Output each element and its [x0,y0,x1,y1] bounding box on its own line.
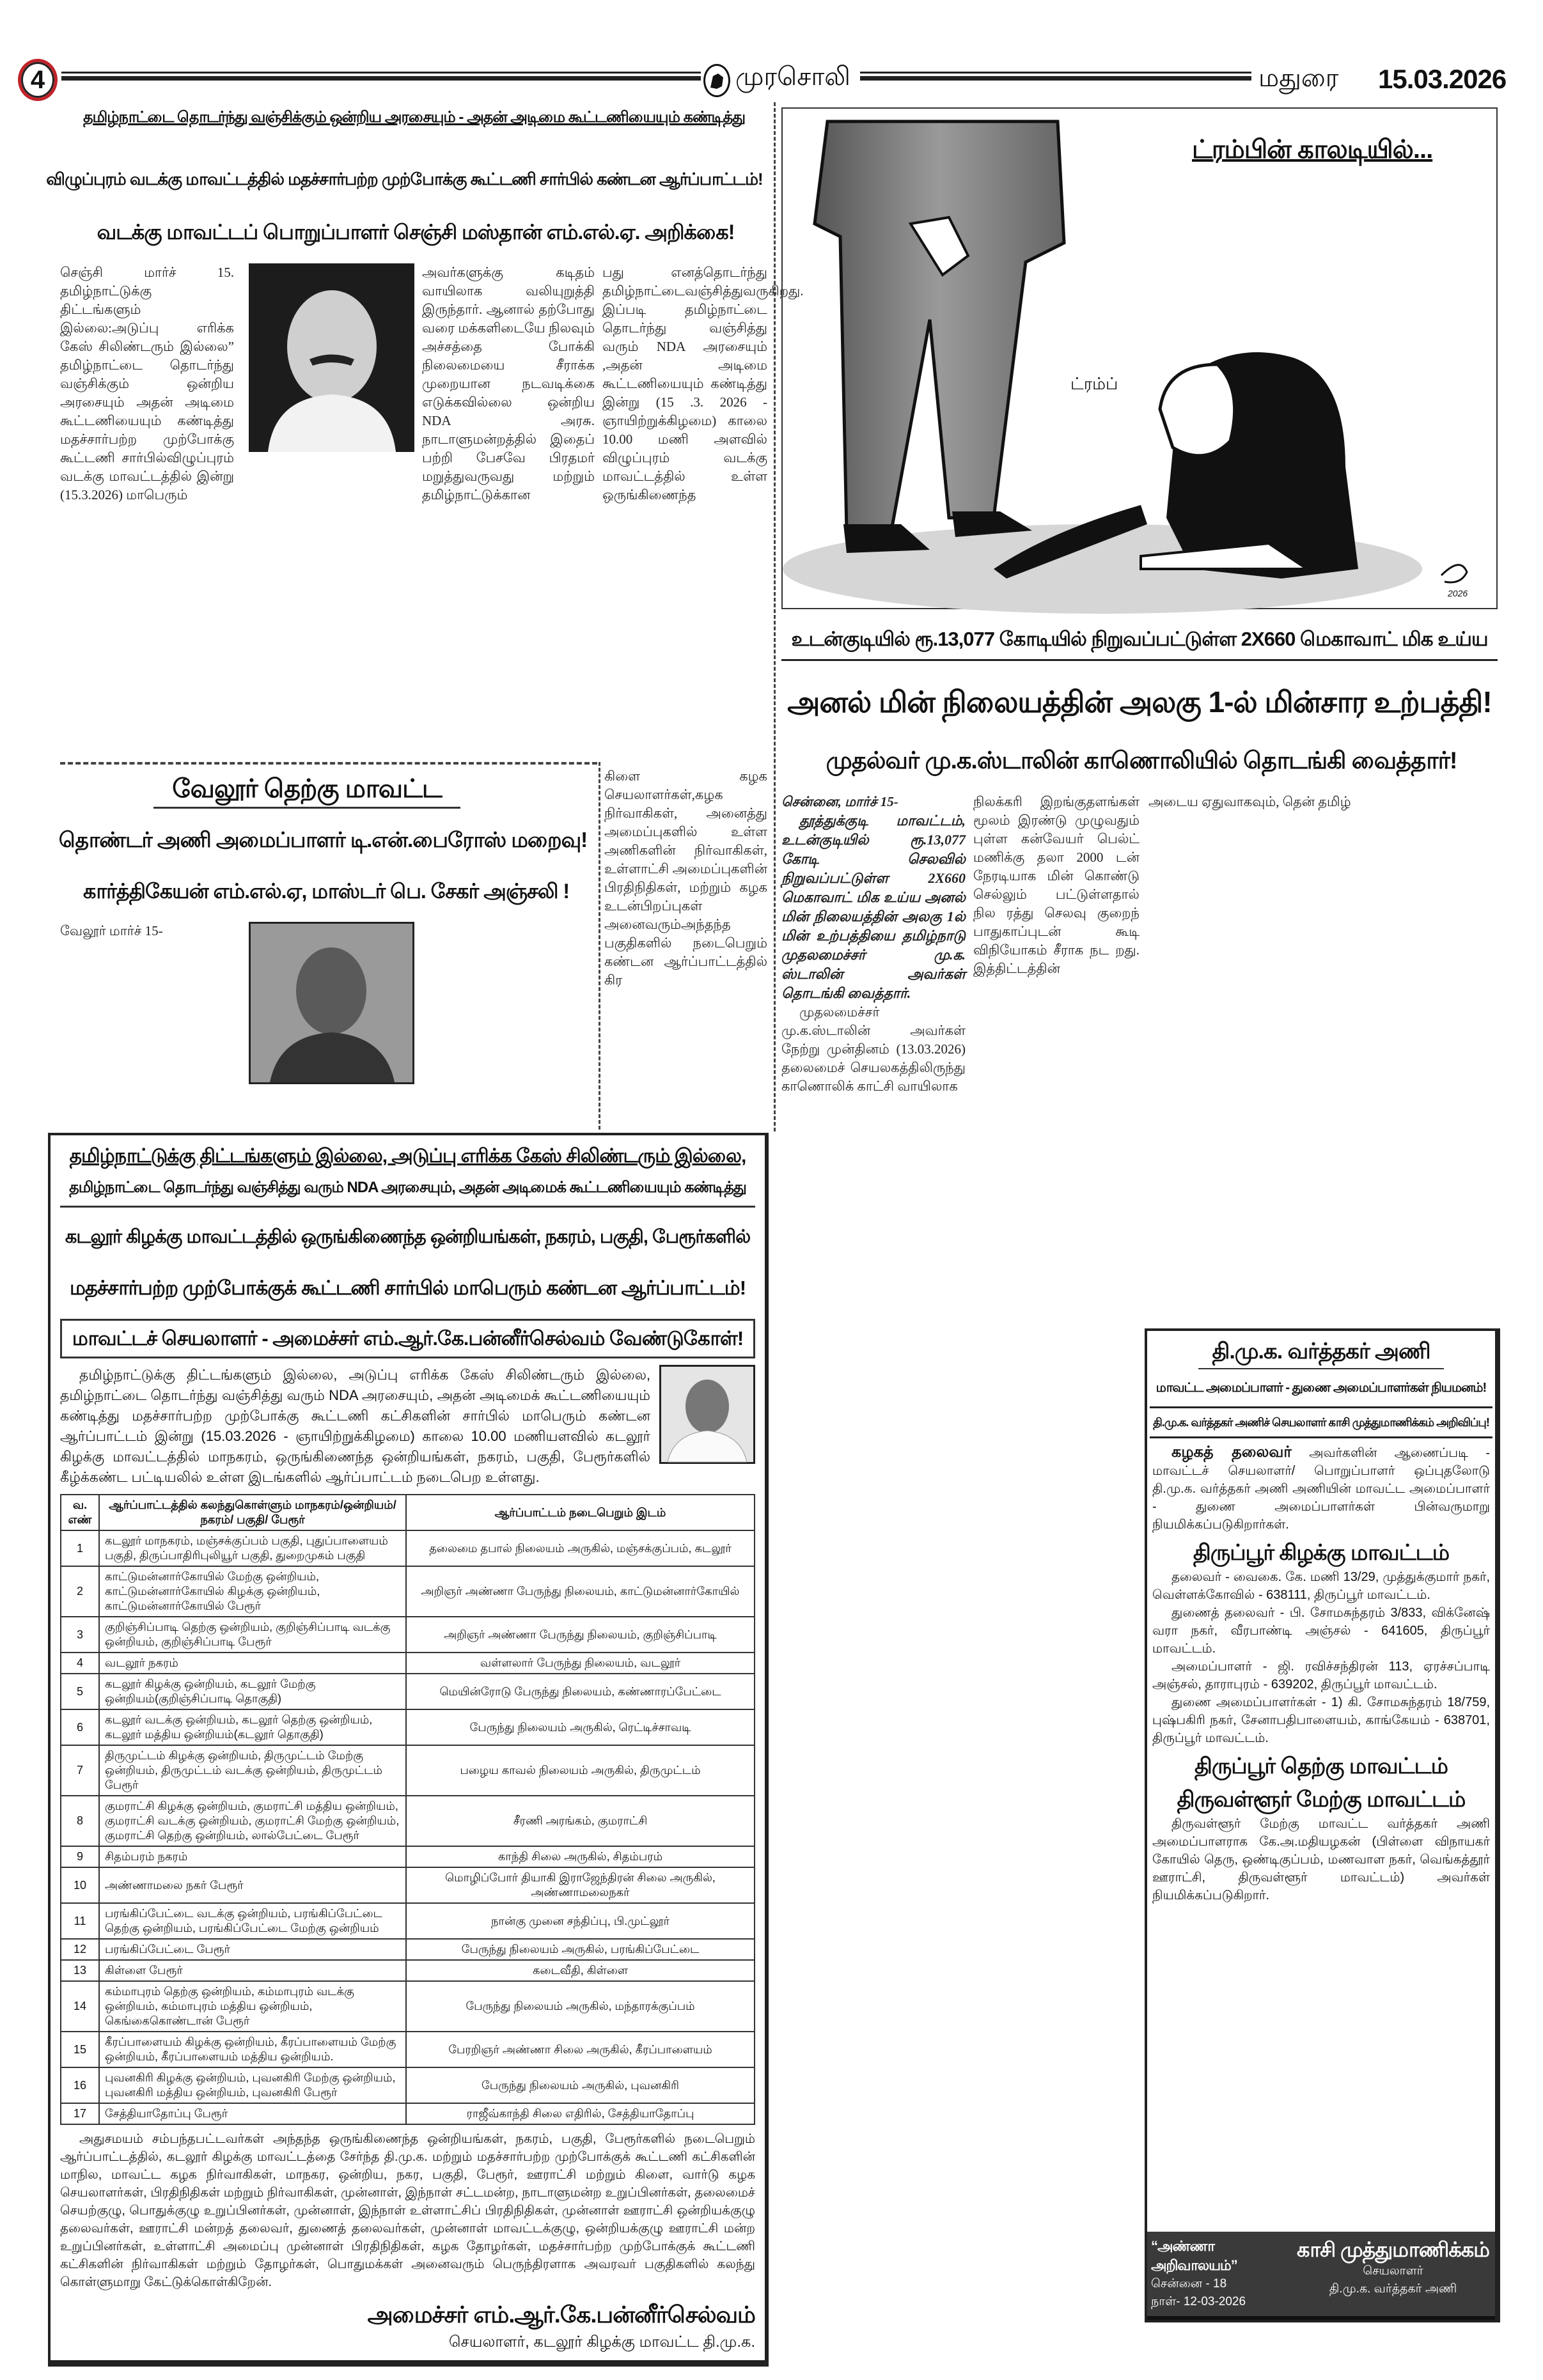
district-heading: திருப்பூர் கிழக்கு மாவட்டம் [1193,1541,1450,1565]
row-area: கடலூர் கிழக்கு ஒன்றியம், கடலூர் மேற்கு ஒன்றியம்(குறிஞ்சிப்பாடி தொகுதி) [99,1674,406,1709]
obituary-headline: தொண்டர் அணி அமைப்பாளர் டி.என்.பைரோஸ் மறைவு! [58,828,588,852]
col-header-serial: வ. எண் [61,1495,99,1530]
header-rule-left [61,72,701,81]
col-header-venue: ஆர்ப்பாட்டம் நடைபெறும் இடம் [406,1495,755,1530]
page-number-badge [18,59,58,101]
row-area: கடலூர் மாநகரம், மஞ்சக்குப்பம் பகுதி, புதுப்பாளையம் பகுதி, திருப்பாதிரிபுலியூர் பகுதி, துறைமுகம் பகுதி [99,1530,406,1566]
footer-org: தி.மு.க. வர்த்தகர் அணி [1329,2282,1457,2296]
row-area: அண்ணாமலை நகர் பேரூர் [99,1867,406,1903]
footer-role: செயலாளர் [1363,2264,1423,2278]
table-row [61,1867,755,1903]
row-venue: ராஜீவ்காந்தி சிலை எதிரில், சேத்தியாதோப்பு [406,2103,755,2124]
row-serial: 9 [61,1846,99,1867]
row-area: சேத்தியாதோப்பு பேரூர் [99,2103,406,2124]
row-venue: பேருந்து நிலையம் அருகில், ரெட்டிச்சாவடி [406,1709,755,1745]
ad-request-banner: மாவட்டச் செயலாளர் - அமைச்சர் எம்.ஆர்.கே.பன்னீர்செல்வம் வேண்டுகோள்! [60,1319,755,1358]
district-entry: திருவள்ளூர் மேற்கு மாவட்ட வர்த்தகர் அணி அமைப்பாளராக கே.அ.மதியழகன் (பிள்ளை விநாயகர் கோயில் தெரு, ஒண்டிகுப்பம், மணவாள நகர், வெங்கத்தூர் ஊராட்சி, திருவள்ளூர் மாவட்டம்) அவர்கள் நியமிக்கப்படுகிறார். [1152,1817,1490,1902]
row-venue: மொழிப்போர் தியாகி இராஜேந்திரன் சிலை அருகில், அண்ணாமலைநகர் [406,1867,755,1903]
notice-headline: மாவட்ட அமைப்பாளர் - துணை அமைப்பாளர்கள் நியமனம்! [1150,1373,1492,1408]
district-entry: அமைப்பாளர் - ஜி. ரவிச்சந்திரன் 113, ஏரச்சப்பாடி அஞ்சல், தாராபுரம் - 639202, திருப்பூர் மாவட்டம். [1152,1660,1490,1692]
col-header-area: ஆர்ப்பாட்டத்தில் கலந்துகொள்ளும் மாநகரம்/ஒன்றியம்/ நகரம்/ பகுதி/ பேரூர் [99,1495,406,1530]
row-venue: வள்ளலார் பேருந்து நிலையம், வடலூர் [406,1653,755,1674]
row-area: குமராட்சி கிழக்கு ஒன்றியம், குமராட்சி மத்திய ஒன்றியம், குமராட்சி வடக்கு ஒன்றியம், குமராட்சி மேற்கு ஒன்றியம், குமராட்சி தெற்கு ஒன்றியம், லால்பேட்டை பேரூர் [99,1796,406,1846]
row-venue: அறிஞர் அண்ணா பேருந்து நிலையம், குறிஞ்சிப்பாடி [406,1617,755,1653]
paper-name: முரசொலி [735,63,850,91]
ad-headline: கடலூர் கிழக்கு மாவட்டத்தில் ஒருங்கிணைந்த ஒன்றியங்கள், நகரம், பகுதி, பேரூர்களில் [65,1227,751,1247]
district-entry: துணை அமைப்பாளர்கள் - 1) கி. சோமசுந்தரம் 18/759, புஷ்பகிரி நகர், சேனாபதிபாளையம், காங்கேயம் - 638701, திருப்பூர் மாவட்டம். [1152,1695,1490,1745]
row-area: திருமுட்டம் கிழக்கு ஒன்றியம், திருமுட்டம் மேற்கு ஒன்றியம், திருமுட்டம் வடக்கு ஒன்றியம், திருமுட்டம் பேரூர் [99,1745,406,1796]
row-serial: 10 [61,1867,99,1903]
portrait-photo [249,263,414,452]
table-row [61,1674,755,1709]
obituary-dateline: வேலூர் மார்ச் 15- [60,923,163,938]
row-area: கடலூர் வடக்கு ஒன்றியம், கடலூர் தெற்கு ஒன்றியம், கடலூர் மத்திய ஒன்றியம்(கடலூர் தொகுதி) [99,1709,406,1745]
district-entry: தலைவர் - வைகை. கே. மணி 13/29, முத்துக்குமார் நகர், வெள்ளக்கோவில் - 638111, திருப்பூர் மாவட்டம். [1152,1570,1490,1602]
article-column: பது எனத்தொடர்ந்து தமிழ்நாட்டைவஞ்சித்துவருகிறது. இப்படி தமிழ்நாட்டை தொடர்ந்து வஞ்சித்து வரும் NDA அரசையும் ,அதன் அடிமை கூட்டணியையும் கண்டித்து இன்று (15 .3. 2026 - ஞாயிற்றுக்கிழமை) காலை 10.00 மணி அளவில் விழுப்புரம் வடக்கு மாவட்டத்தில் உள்ள ஒருங்கிணைந்த [602,265,804,502]
page-column-divider [774,102,776,1132]
ad-headline: மதச்சார்பற்ற முற்போக்குக் கூட்டணி சார்பில் மாபெரும் கண்டன ஆர்ப்பாட்டம்! [69,1277,746,1299]
notice-org: தி.மு.க. வர்த்தகர் அணி [1198,1337,1444,1369]
cartoon-title: ட்ரம்பின் காலடியில்... [1192,136,1433,164]
row-venue: நான்கு முனை சந்திப்பு, பி.முட்லூர் [406,1903,755,1939]
footer-date: நாள்- 12-03-2026 [1151,2295,1246,2308]
power-paragraph: முதலமைச்சர் மு.க.ஸ்டாலின் அவர்கள் நேற்று முன்தினம் (13.03.2026) தலைமைச் செயலகத்திலிருந்து காணொலிக் காட்சி வாயிலாக [781,1004,966,1094]
row-area: காட்டுமன்னார்கோயில் மேற்கு ஒன்றியம், காட்டுமன்னார்கோயில் கிழக்கு ஒன்றியம், காட்டுமன்னார்கோயில் பேரூர் [99,1566,406,1617]
row-area: புவனகிரி கிழக்கு ஒன்றியம், புவனகிரி மேற்கு ஒன்றியம், புவனகிரி மத்திய ஒன்றியம், புவனகிரி பேரூர் [99,2067,406,2103]
power-column: நிலக்கரி இறங்குதளங்கள் மூலம் இரண்டு முழுவதும் புள்ள கன்வேயர் பெல்ட் மணிக்கு தலா 2000 டன் நேரடியாக மின் கொண்டு செல்லும் பட்டுள்ளதால் நில ரத்து செலவு குறைந் பாதுகாப்புடன் கூடி விநியோகம் சீராக நட றது. இத்திட்டத்தின் [973,794,1140,976]
notice-subhead: தி.மு.க. வர்த்தகர் அணிச் செயலாளர் காசி முத்துமாணிக்கம் அறிவிப்பு! [1150,1412,1492,1438]
ad-kicker: தமிழ்நாட்டை தொடர்ந்து வஞ்சித்து வரும் NDA அரசையும், அதன் அடிமைக் கூட்டணியையும் கண்டித்து [60,1172,755,1208]
trade-wing-notice [1145,1328,1500,2322]
table-row [61,2103,755,2124]
page-number: 4 [30,65,45,94]
row-serial: 12 [61,1939,99,1960]
power-subhead: முதல்வர் மு.க.ஸ்டாலின் காணொலியில் தொடங்கி வைத்தார்! [826,747,1457,774]
row-venue: பழைய காவல் நிலையம் அருகில், திருமுட்டம் [406,1745,755,1796]
row-area: குறிஞ்சிப்பாடி தெற்கு ஒன்றியம், குறிஞ்சிப்பாடி வடக்கு ஒன்றியம், குறிஞ்சிப்பாடி பேரூர் [99,1617,406,1653]
footer-city: சென்னை - 18 [1151,2277,1227,2291]
ad-signature-role: செயலாளர், கடலூர் கிழக்கு மாவட்ட தி.மு.க. [448,2333,755,2351]
obituary-subhead: கார்த்திகேயன் எம்.எல்.ஏ, மாஸ்டர் பெ. சேகர் அஞ்சலி ! [83,880,569,903]
article-column: செஞ்சி மார்ச் 15. தமிழ்நாட்டுக்கு திட்டங்களும் இல்லை:அடுப்பு எரிக்க கேஸ் சிலிண்டரும் இல்லை” தமிழ்நாட்டை தொடர்ந்து வஞ்சிக்கும் ஒன்றிய அரசையும் அதன் அடிமை கூட்டணியையும் கண்டித்து மதச்சார்பற்ற முற்போக்கு கூட்டணி சார்பில்விழுப்புரம் வடக்கு மாவட்டத்தில் இன்று (15.3.2026) மாபெரும் [60,265,234,502]
power-column [781,793,966,2321]
row-venue: சீரணி அரங்கம், குமராட்சி [406,1796,755,1846]
row-area: பரங்கிப்பேட்டை வடக்கு ஒன்றியம், பரங்கிப்பேட்டை தெற்கு ஒன்றியம், பரங்கிப்பேட்டை மேற்கு ஒன்றியம் [99,1903,406,1939]
cuddalore-ad [48,1133,769,2367]
table-row [61,1939,755,1960]
footer-name: காசி முத்துமாணிக்கம் [1296,2238,1489,2261]
table-row [61,1846,755,1867]
cartoonist-signature: 2026 [1448,588,1468,598]
notice-intro [1147,1438,1495,1534]
table-row [61,1566,755,1617]
row-venue: கடைவீதி, கிள்ளை [406,1960,755,1981]
notice-intro-lead: கழகத் தலைவர் [1171,1443,1292,1461]
table-row [61,1709,755,1745]
row-venue: காந்தி சிலை அருகில், சிதம்பரம் [406,1846,755,1867]
row-serial: 17 [61,2103,99,2124]
table-row [61,1796,755,1846]
row-serial: 3 [61,1617,99,1653]
row-venue: தலைமை தபால் நிலையம் அருகில், மஞ்சக்குப்பம், கடலூர் [406,1530,755,1566]
row-venue: பேருந்து நிலையம் அருகில், பரங்கிப்பேட்டை [406,1939,755,1960]
power-lead: தூத்துக்குடி மாவட்டம், உடன்குடியில் ரூ.13,077 கோடி செலவில் நிறுவப்பட்டுள்ள 2X660 மெகாவாட் மிக உய்ய அனல் மின் நிலையத்தின் அலகு 1ல் மின் உற்பத்தியை தமிழ்நாடு முதலமைச்சர் மு.க. ஸ்டாலின் அவர்கள் தொடங்கி வைத்தார். [781,813,966,1001]
table-row [61,1530,755,1566]
power-kicker: உடன்குடியில் ரூ.13,077 கோடியில் நிறுவப்பட்டுள்ள 2X660 மெகாவாட் மிக உய்ய [781,623,1498,661]
article-column: அவர்களுக்கு கடிதம் வாயிலாக வலியுறுத்தி இருந்தார். ஆனால் தற்போது வரை மக்களிடையே நிலவும் அச்சத்தை போக்கி நிலைமையை சீராக்க முறையான நடவடிக்கை எடுக்கவில்லை ஒன்றிய NDA அரசு. நாடாளுமன்றத்தில் இதைப் பற்றி பேசவே பிரதமர் மறுத்துவருவது மற்றும் தமிழ்நாட்டுக்கான [422,265,595,502]
row-serial: 1 [61,1530,99,1566]
row-area: பரங்கிப்பேட்டை பேரூர் [99,1939,406,1960]
notice-footer [1147,2232,1495,2320]
table-row [61,2032,755,2067]
table-row [61,1903,755,1939]
power-column: அடைய ஏதுவாகவும், தென் தமிழ் [1148,794,1351,809]
row-serial: 14 [61,1981,99,2032]
cartoonist-signature-mark [1441,565,1467,582]
footer-right [1295,2237,1491,2311]
row-venue: பேருந்து நிலையம் அருகில், புவனகிரி [406,2067,755,2103]
row-serial: 15 [61,2032,99,2067]
cartoon-label: ட்ரம்ப் [1070,374,1118,393]
row-venue: மெயின்ரோடு பேருந்து நிலையம், கண்ணாரப்பேட்டை [406,1674,755,1709]
header-rule-right [860,72,1251,81]
section-divider [60,762,597,765]
row-serial: 11 [61,1903,99,1939]
row-serial: 6 [61,1709,99,1745]
article-headline: விழுப்புரம் வடக்கு மாவட்டத்தில் மதச்சார்பற்ற முற்போக்கு கூட்டணி சார்பில் கண்டன ஆர்ப்பாட்டம்! [46,169,763,189]
district-list [1147,1534,1495,2232]
column-divider [599,762,600,1130]
district-heading: திருவள்ளூர் மேற்கு மாவட்டம் [1177,1787,1466,1812]
table-row [61,1653,755,1674]
obituary-photo [249,922,414,1084]
footer-left [1151,2237,1288,2311]
row-area: சிதம்பரம் நகரம் [99,1846,406,1867]
article-column: கிளை கழக செயலாளர்கள்,கழக நிர்வாகிகள், அனைத்து அமைப்புகளில் உள்ள அணிகளின் நிர்வாகிகள், உள்ளாட்சி அமைப்புகளின் பிரதிநிதிகள், மற்றும் கழக உடன்பிறப்புகள் அனைவரும்அந்தந்த பகுதிகளில் நடைபெறும் கண்டன ஆர்ப்பாட்டத்தில் கிர [604,768,767,988]
minister-photo [659,1365,755,1464]
row-serial: 7 [61,1745,99,1796]
ad-intro: தமிழ்நாட்டுக்கு திட்டங்களும் இல்லை, அடுப்பு எரிக்க கேஸ் சிலிண்டரும் இல்லை, தமிழ்நாட்டை தொடர்ந்து வஞ்சித்து வரும் NDA அரசையும், அதன் அடிமைக் கூட்டணியையும் கண்டித்து மதச்சார்பற்ற முற்போக்கு கூட்டணி கட்சிகளின் சார்பில் மாபெரும் கண்டன ஆர்ப்பாட்டம் இன்று (15.03.2026 - ஞாயிற்றுக்கிழமை) காலை 10.00 மணியளவில் கடலூர் கிழக்கு மாவட்டத்தில் மாநகரம், ஒருங்கிணைந்த ஒன்றியங்கள், நகரம், பகுதி, பேரூர்களில் கீழ்க்கண்ட பட்டியலில் உள்ள இடங்களில் ஆர்ப்பாட்டம் நடைபெற உள்ளது. [60,1367,650,1485]
row-venue: அறிஞர் அண்ணா பேருந்து நிலையம், காட்டுமன்னார்கோயில் [406,1566,755,1617]
row-area: கீரப்பாளையம் கிழக்கு ஒன்றியம், கீரப்பாளையம் மேற்கு ஒன்றியம், கீரப்பாளையம் மத்திய ஒன்றியம். [99,2032,406,2067]
power-dateline: சென்னை, மார்ச் 15- [781,794,898,809]
district-entry: துணைத் தலைவர் - பி. சோமசுந்தரம் 3/833, விக்னேஷ் வரா நகர், வீரபாண்டி அஞ்சல் - 641605, திருப்பூர் மாவட்டம். [1152,1606,1490,1656]
table-row [61,1617,755,1653]
notice-intro-text: அவர்களின் ஆணைப்படி - மாவட்டச் செயலாளர்/ பொறுப்பாளர் ஒப்புதலோடு தி.மு.க. வர்த்தகர் அணி அணியின் மாவட்ட அமைப்பாளர் - துணை அமைப்பாளர்கள் பின்வருமாறு நியமிக்கப்படுகிறார்கள். [1152,1446,1491,1532]
row-serial: 8 [61,1796,99,1846]
logo-icon [703,64,730,97]
table-row [61,1981,755,2032]
table-row [61,1960,755,1981]
venue-table [60,1494,755,2125]
table-row [61,1745,755,1796]
ad-signature: அமைச்சர் எம்.ஆர்.கே.பன்னீர்செல்வம் [367,2301,755,2328]
row-area: வடலூர் நகரம் [99,1653,406,1674]
row-venue: பேருந்து நிலையம் அருகில், மந்தாரக்குப்பம் [406,1981,755,2032]
article-kicker: தமிழ்நாட்டை தொடர்ந்து வஞ்சிக்கும் ஒன்றிய அரசையும் - அதன் அடிமை கூட்டணியையும் கண்டித்து [82,109,746,126]
obituary-kicker: வேலூர் தெற்கு மாவட்ட [153,774,460,809]
power-headline: அனல் மின் நிலையத்தின் அலகு 1-ல் மின்சார உற்பத்தி! [787,685,1492,719]
article-subhead: வடக்கு மாவட்டப் பொறுப்பாளர் செஞ்சி மஸ்தான் எம்.எல்.ஏ. அறிக்கை! [97,221,735,244]
row-serial: 4 [61,1653,99,1674]
ad-intro-block [60,1365,755,1488]
row-area: கம்மாபுரம் தெற்கு ஒன்றியம், கம்மாபுரம் வடக்கு ஒன்றியம், கம்மாபுரம் மத்திய ஒன்றியம், கெங்கைகொண்டான் பேரூர் [99,1981,406,2032]
row-serial: 13 [61,1960,99,1981]
table-row [61,2067,755,2103]
ad-closing: அதுசமயம் சம்பந்தபட்டவர்கள் அந்தந்த ஒருங்கிணைந்த ஒன்றியங்கள், நகரம், பகுதி, பேரூர்களில் நடைபெறும் ஆர்ப்பாட்டத்தில், கடலூர் கிழக்கு மாவட்டத்தை சேர்ந்த தி.மு.க. மற்றும் மதச்சார்பற்ற முற்போக்குக் கூட்டணி கட்சிகளின் மாநில, மாவட்ட கழக நிர்வாகிகள், மாநகர, ஒன்றிய, நகர, பகுதி, பேரூர், ஊராட்சி மற்றும் கிளை, வார்டு கழக செயலாளர்கள், பிரதிநிதிகள் மற்றும் நிர்வாகிகள், முன்னாள், இந்நாள் சட்டமன்ற, நாடாளுமன்ற உறுப்பினர்கள், தலைமைச் செயற்குழு, பொதுக்குழு உறுப்பினர்கள், முன்னாள், இந்நாள் உள்ளாட்சிப் பிரதிநிதிகள், முன்னாள் ஊராட்சி ஒன்றியக்குழு தலைவர்கள், ஊராட்சி மன்றத் தலைவர், துணைத் தலைவர்கள், முன்னாள் மாவட்டக்குழு, ஒன்றியக்குழு ஊராட்சி மன்ற உறுப்பினர்கள், உள்ளாட்சி அமைப்பு முன்னாள் பிரதிநிதிகள், கழக தோழர்கள், மதச்சார்பற்ற முற்போக்குக் கூட்டணி கட்சிகளின் நிர்வாகிகள் மற்றும் தோழர்கள், பொதுமக்கள் அனைவரும் பெருந்திரளாக அவரவர் பகுதிகளில் கலந்து கொள்ளுமாறு கேட்டுக்கொள்கிறேன். [60,2132,755,2289]
row-area: கிள்ளை பேரூர் [99,1960,406,1981]
cartoon-panel [781,107,1498,609]
row-venue: பேரறிஞர் அண்ணா சிலை அருகில், கீரப்பாளையம் [406,2032,755,2067]
district-heading: திருப்பூர் தெற்கு மாவட்டம் [1194,1754,1448,1778]
footer-place: “அண்ணா அறிவாலயம்” [1151,2238,1237,2273]
row-serial: 2 [61,1566,99,1617]
issue-date: 15.03.2026 [1378,64,1507,94]
edition: மதுரை [1258,64,1339,92]
table-header-row [61,1495,755,1530]
row-serial: 16 [61,2067,99,2103]
ad-kicker: தமிழ்நாட்டுக்கு திட்டங்களும் இல்லை, அடுப்பு எரிக்க கேஸ் சிலிண்டரும் இல்லை, [69,1146,746,1167]
row-serial: 5 [61,1674,99,1709]
cartoon-drawing [783,109,1499,611]
